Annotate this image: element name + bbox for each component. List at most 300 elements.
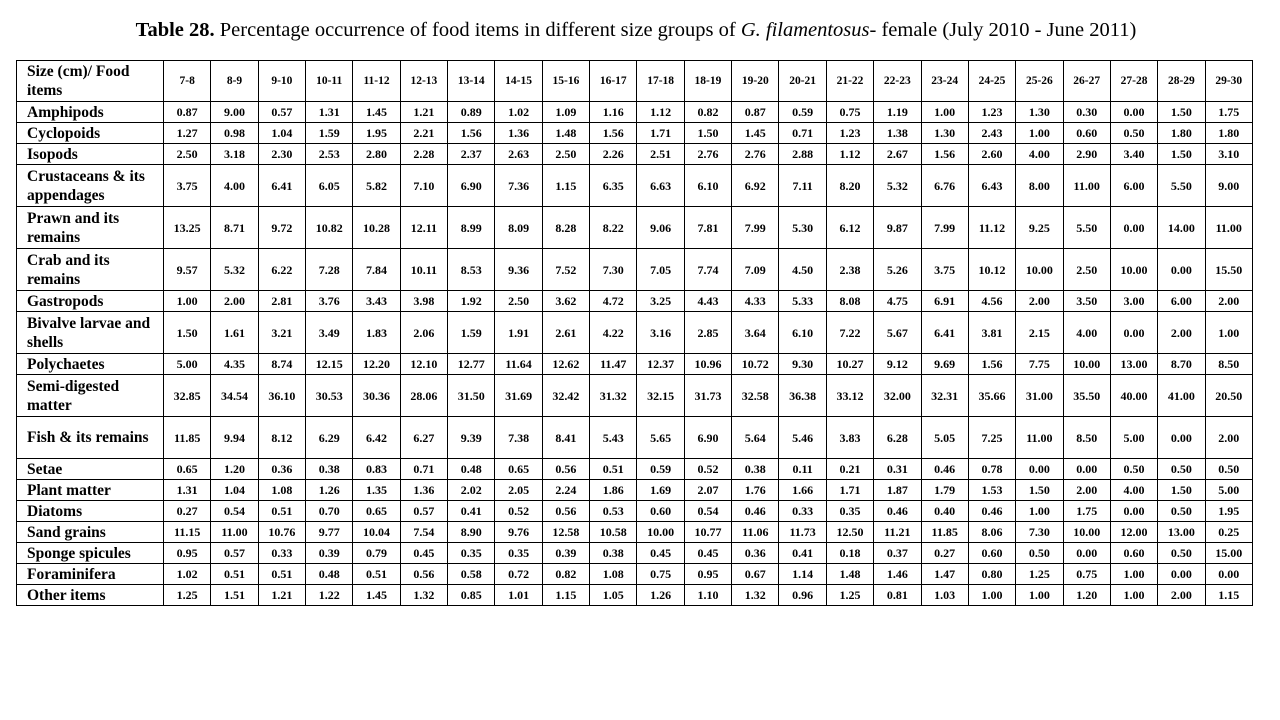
value-cell: 7.74 <box>684 249 731 291</box>
value-cell: 1.79 <box>921 480 968 501</box>
value-cell: 0.18 <box>826 543 873 564</box>
value-cell: 12.11 <box>400 207 447 249</box>
value-cell: 5.00 <box>164 354 211 375</box>
value-cell: 8.20 <box>826 165 873 207</box>
value-cell: 5.32 <box>211 249 258 291</box>
value-cell: 7.30 <box>1016 522 1063 543</box>
value-cell: 7.09 <box>732 249 779 291</box>
food-item-label: Isopods <box>17 144 164 165</box>
value-cell: 0.65 <box>164 459 211 480</box>
value-cell: 1.27 <box>164 123 211 144</box>
value-cell: 0.40 <box>921 501 968 522</box>
value-cell: 2.88 <box>779 144 826 165</box>
value-cell: 6.10 <box>684 165 731 207</box>
value-cell: 2.00 <box>1205 417 1252 459</box>
value-cell: 1.00 <box>1110 564 1157 585</box>
value-cell: 8.28 <box>542 207 589 249</box>
size-group-header: 10-11 <box>306 61 353 102</box>
value-cell: 0.45 <box>400 543 447 564</box>
food-item-label: Semi-digested matter <box>17 375 164 417</box>
value-cell: 13.25 <box>164 207 211 249</box>
table-row <box>17 585 1253 606</box>
value-cell: 1.03 <box>921 585 968 606</box>
value-cell: 2.05 <box>495 480 542 501</box>
value-cell: 7.54 <box>400 522 447 543</box>
value-cell: 0.56 <box>542 501 589 522</box>
food-item-label: Fish & its remains <box>17 417 164 459</box>
value-cell: 3.83 <box>826 417 873 459</box>
value-cell: 11.47 <box>590 354 637 375</box>
value-cell: 1.50 <box>1158 102 1205 123</box>
value-cell: 5.33 <box>779 291 826 312</box>
value-cell: 9.69 <box>921 354 968 375</box>
value-cell: 1.45 <box>732 123 779 144</box>
value-cell: 1.22 <box>306 585 353 606</box>
value-cell: 7.99 <box>732 207 779 249</box>
value-cell: 0.38 <box>732 459 779 480</box>
value-cell: 0.60 <box>1063 123 1110 144</box>
value-cell: 0.50 <box>1158 459 1205 480</box>
value-cell: 1.38 <box>874 123 921 144</box>
value-cell: 8.09 <box>495 207 542 249</box>
value-cell: 10.96 <box>684 354 731 375</box>
value-cell: 1.15 <box>542 585 589 606</box>
value-cell: 0.45 <box>637 543 684 564</box>
value-cell: 3.75 <box>164 165 211 207</box>
value-cell: 1.80 <box>1158 123 1205 144</box>
value-cell: 1.25 <box>1016 564 1063 585</box>
value-cell: 2.63 <box>495 144 542 165</box>
value-cell: 1.26 <box>306 480 353 501</box>
value-cell: 1.01 <box>495 585 542 606</box>
value-cell: 5.46 <box>779 417 826 459</box>
value-cell: 6.00 <box>1158 291 1205 312</box>
table-row <box>17 312 1253 354</box>
value-cell: 8.50 <box>1063 417 1110 459</box>
food-item-label: Foraminifera <box>17 564 164 585</box>
size-group-header: 25-26 <box>1016 61 1063 102</box>
value-cell: 0.82 <box>684 102 731 123</box>
table-row <box>17 144 1253 165</box>
value-cell: 3.76 <box>306 291 353 312</box>
value-cell: 0.00 <box>1063 459 1110 480</box>
value-cell: 0.89 <box>448 102 495 123</box>
value-cell: 0.00 <box>1158 564 1205 585</box>
value-cell: 35.50 <box>1063 375 1110 417</box>
value-cell: 0.87 <box>732 102 779 123</box>
value-cell: 1.04 <box>211 480 258 501</box>
value-cell: 0.58 <box>448 564 495 585</box>
value-cell: 1.46 <box>874 564 921 585</box>
value-cell: 1.91 <box>495 312 542 354</box>
value-cell: 1.23 <box>968 102 1015 123</box>
value-cell: 10.11 <box>400 249 447 291</box>
value-cell: 7.99 <box>921 207 968 249</box>
value-cell: 0.56 <box>400 564 447 585</box>
value-cell: 3.98 <box>400 291 447 312</box>
value-cell: 7.10 <box>400 165 447 207</box>
value-cell: 30.53 <box>306 375 353 417</box>
value-cell: 2.00 <box>1158 585 1205 606</box>
value-cell: 0.11 <box>779 459 826 480</box>
value-cell: 1.00 <box>921 102 968 123</box>
value-cell: 5.50 <box>1063 207 1110 249</box>
value-cell: 1.00 <box>968 585 1015 606</box>
value-cell: 1.87 <box>874 480 921 501</box>
value-cell: 2.53 <box>306 144 353 165</box>
value-cell: 4.43 <box>684 291 731 312</box>
value-cell: 0.52 <box>684 459 731 480</box>
value-cell: 3.00 <box>1110 291 1157 312</box>
value-cell: 0.70 <box>306 501 353 522</box>
value-cell: 2.51 <box>637 144 684 165</box>
value-cell: 0.21 <box>826 459 873 480</box>
value-cell: 11.21 <box>874 522 921 543</box>
value-cell: 31.32 <box>590 375 637 417</box>
value-cell: 1.50 <box>164 312 211 354</box>
value-cell: 0.95 <box>684 564 731 585</box>
value-cell: 11.00 <box>1205 207 1252 249</box>
food-item-label: Crustaceans & its appendages <box>17 165 164 207</box>
table-row <box>17 123 1253 144</box>
value-cell: 12.50 <box>826 522 873 543</box>
value-cell: 4.33 <box>732 291 779 312</box>
value-cell: 10.00 <box>1063 522 1110 543</box>
value-cell: 2.90 <box>1063 144 1110 165</box>
value-cell: 3.62 <box>542 291 589 312</box>
value-cell: 8.99 <box>448 207 495 249</box>
value-cell: 1.95 <box>353 123 400 144</box>
value-cell: 0.35 <box>826 501 873 522</box>
value-cell: 3.18 <box>211 144 258 165</box>
value-cell: 2.15 <box>1016 312 1063 354</box>
value-cell: 8.90 <box>448 522 495 543</box>
food-item-label: Cyclopoids <box>17 123 164 144</box>
value-cell: 1.53 <box>968 480 1015 501</box>
food-item-label: Sponge spicules <box>17 543 164 564</box>
value-cell: 5.00 <box>1205 480 1252 501</box>
value-cell: 0.59 <box>637 459 684 480</box>
value-cell: 32.15 <box>637 375 684 417</box>
value-cell: 6.10 <box>779 312 826 354</box>
caption-text: Percentage occurrence of food items in different size groups of <box>214 19 741 41</box>
value-cell: 1.50 <box>1158 480 1205 501</box>
value-cell: 0.36 <box>732 543 779 564</box>
value-cell: 7.30 <box>590 249 637 291</box>
value-cell: 4.22 <box>590 312 637 354</box>
value-cell: 2.30 <box>258 144 305 165</box>
value-cell: 0.31 <box>874 459 921 480</box>
value-cell: 3.16 <box>637 312 684 354</box>
value-cell: 9.25 <box>1016 207 1063 249</box>
value-cell: 6.90 <box>684 417 731 459</box>
value-cell: 12.10 <box>400 354 447 375</box>
value-cell: 1.61 <box>211 312 258 354</box>
value-cell: 3.21 <box>258 312 305 354</box>
caption-text-end: - female (July 2010 - June 2011) <box>869 19 1137 41</box>
value-cell: 12.20 <box>353 354 400 375</box>
value-cell: 5.30 <box>779 207 826 249</box>
value-cell: 1.47 <box>921 564 968 585</box>
value-cell: 0.85 <box>448 585 495 606</box>
size-group-header: 13-14 <box>448 61 495 102</box>
table-caption <box>0 19 1272 42</box>
value-cell: 2.21 <box>400 123 447 144</box>
value-cell: 0.52 <box>495 501 542 522</box>
value-cell: 3.40 <box>1110 144 1157 165</box>
value-cell: 0.71 <box>400 459 447 480</box>
value-cell: 4.72 <box>590 291 637 312</box>
value-cell: 0.96 <box>779 585 826 606</box>
value-cell: 40.00 <box>1110 375 1157 417</box>
value-cell: 1.19 <box>874 102 921 123</box>
value-cell: 1.21 <box>258 585 305 606</box>
value-cell: 12.37 <box>637 354 684 375</box>
size-group-header: 7-8 <box>164 61 211 102</box>
value-cell: 9.00 <box>211 102 258 123</box>
value-cell: 2.43 <box>968 123 1015 144</box>
value-cell: 36.38 <box>779 375 826 417</box>
value-cell: 11.85 <box>921 522 968 543</box>
value-cell: 7.84 <box>353 249 400 291</box>
value-cell: 2.24 <box>542 480 589 501</box>
value-cell: 2.02 <box>448 480 495 501</box>
value-cell: 0.41 <box>448 501 495 522</box>
value-cell: 2.07 <box>684 480 731 501</box>
value-cell: 0.33 <box>258 543 305 564</box>
value-cell: 0.48 <box>306 564 353 585</box>
value-cell: 9.00 <box>1205 165 1252 207</box>
value-cell: 0.48 <box>448 459 495 480</box>
value-cell: 31.73 <box>684 375 731 417</box>
size-group-header: 16-17 <box>590 61 637 102</box>
value-cell: 0.00 <box>1205 564 1252 585</box>
value-cell: 9.57 <box>164 249 211 291</box>
value-cell: 3.49 <box>306 312 353 354</box>
value-cell: 10.77 <box>684 522 731 543</box>
value-cell: 31.50 <box>448 375 495 417</box>
value-cell: 35.66 <box>968 375 1015 417</box>
value-cell: 0.27 <box>921 543 968 564</box>
value-cell: 11.15 <box>164 522 211 543</box>
size-group-header: 9-10 <box>258 61 305 102</box>
value-cell: 3.25 <box>637 291 684 312</box>
value-cell: 7.28 <box>306 249 353 291</box>
value-cell: 1.32 <box>400 585 447 606</box>
value-cell: 1.66 <box>779 480 826 501</box>
food-item-label: Amphipods <box>17 102 164 123</box>
value-cell: 1.21 <box>400 102 447 123</box>
value-cell: 8.53 <box>448 249 495 291</box>
value-cell: 10.00 <box>1016 249 1063 291</box>
value-cell: 10.27 <box>826 354 873 375</box>
size-group-header: 21-22 <box>826 61 873 102</box>
size-group-header: 24-25 <box>968 61 1015 102</box>
value-cell: 0.75 <box>1063 564 1110 585</box>
size-group-header: 14-15 <box>495 61 542 102</box>
value-cell: 2.00 <box>1205 291 1252 312</box>
value-cell: 1.86 <box>590 480 637 501</box>
value-cell: 4.56 <box>968 291 1015 312</box>
value-cell: 3.50 <box>1063 291 1110 312</box>
value-cell: 1.50 <box>1016 480 1063 501</box>
value-cell: 1.76 <box>732 480 779 501</box>
value-cell: 10.12 <box>968 249 1015 291</box>
value-cell: 2.50 <box>1063 249 1110 291</box>
value-cell: 7.05 <box>637 249 684 291</box>
value-cell: 1.69 <box>637 480 684 501</box>
value-cell: 8.74 <box>258 354 305 375</box>
value-cell: 0.83 <box>353 459 400 480</box>
value-cell: 5.00 <box>1110 417 1157 459</box>
value-cell: 9.77 <box>306 522 353 543</box>
value-cell: 15.50 <box>1205 249 1252 291</box>
value-cell: 0.46 <box>968 501 1015 522</box>
value-cell: 8.70 <box>1158 354 1205 375</box>
value-cell: 1.45 <box>353 585 400 606</box>
value-cell: 11.00 <box>1063 165 1110 207</box>
value-cell: 0.46 <box>921 459 968 480</box>
size-group-header: 20-21 <box>779 61 826 102</box>
value-cell: 0.45 <box>684 543 731 564</box>
value-cell: 1.12 <box>637 102 684 123</box>
value-cell: 5.82 <box>353 165 400 207</box>
value-cell: 6.42 <box>353 417 400 459</box>
size-group-header: 12-13 <box>400 61 447 102</box>
value-cell: 1.25 <box>164 585 211 606</box>
value-cell: 0.46 <box>732 501 779 522</box>
value-cell: 0.51 <box>258 564 305 585</box>
value-cell: 0.00 <box>1016 459 1063 480</box>
value-cell: 1.75 <box>1063 501 1110 522</box>
value-cell: 1.05 <box>590 585 637 606</box>
food-item-label: Crab and its remains <box>17 249 164 291</box>
value-cell: 0.82 <box>542 564 589 585</box>
value-cell: 0.39 <box>542 543 589 564</box>
value-cell: 8.22 <box>590 207 637 249</box>
value-cell: 1.56 <box>448 123 495 144</box>
value-cell: 6.05 <box>306 165 353 207</box>
value-cell: 32.31 <box>921 375 968 417</box>
value-cell: 0.57 <box>211 543 258 564</box>
value-cell: 6.27 <box>400 417 447 459</box>
food-item-label: Prawn and its remains <box>17 207 164 249</box>
value-cell: 3.75 <box>921 249 968 291</box>
value-cell: 0.33 <box>779 501 826 522</box>
value-cell: 0.60 <box>637 501 684 522</box>
table-row <box>17 165 1253 207</box>
value-cell: 1.02 <box>495 102 542 123</box>
value-cell: 1.00 <box>1016 585 1063 606</box>
value-cell: 9.94 <box>211 417 258 459</box>
value-cell: 11.85 <box>164 417 211 459</box>
value-cell: 0.60 <box>1110 543 1157 564</box>
value-cell: 1.31 <box>164 480 211 501</box>
value-cell: 6.22 <box>258 249 305 291</box>
value-cell: 1.00 <box>1016 501 1063 522</box>
value-cell: 6.63 <box>637 165 684 207</box>
value-cell: 10.04 <box>353 522 400 543</box>
value-cell: 9.72 <box>258 207 305 249</box>
value-cell: 5.05 <box>921 417 968 459</box>
value-cell: 1.30 <box>921 123 968 144</box>
value-cell: 10.82 <box>306 207 353 249</box>
value-cell: 1.32 <box>732 585 779 606</box>
value-cell: 0.87 <box>164 102 211 123</box>
value-cell: 1.35 <box>353 480 400 501</box>
value-cell: 0.80 <box>968 564 1015 585</box>
table-row <box>17 522 1253 543</box>
value-cell: 4.50 <box>779 249 826 291</box>
value-cell: 1.50 <box>1158 144 1205 165</box>
value-cell: 15.00 <box>1205 543 1252 564</box>
value-cell: 32.85 <box>164 375 211 417</box>
value-cell: 0.38 <box>306 459 353 480</box>
value-cell: 0.71 <box>779 123 826 144</box>
value-cell: 0.00 <box>1110 501 1157 522</box>
value-cell: 1.20 <box>1063 585 1110 606</box>
value-cell: 0.98 <box>211 123 258 144</box>
value-cell: 0.54 <box>211 501 258 522</box>
value-cell: 7.25 <box>968 417 1015 459</box>
value-cell: 2.81 <box>258 291 305 312</box>
value-cell: 8.08 <box>826 291 873 312</box>
value-cell: 4.75 <box>874 291 921 312</box>
value-cell: 5.50 <box>1158 165 1205 207</box>
value-cell: 12.15 <box>306 354 353 375</box>
size-group-header: 29-30 <box>1205 61 1252 102</box>
value-cell: 8.71 <box>211 207 258 249</box>
value-cell: 0.50 <box>1205 459 1252 480</box>
value-cell: 0.30 <box>1063 102 1110 123</box>
value-cell: 0.75 <box>826 102 873 123</box>
value-cell: 8.12 <box>258 417 305 459</box>
value-cell: 7.75 <box>1016 354 1063 375</box>
value-cell: 1.59 <box>306 123 353 144</box>
value-cell: 7.22 <box>826 312 873 354</box>
size-group-header: 18-19 <box>684 61 731 102</box>
food-items-table <box>16 60 1253 606</box>
food-item-label: Polychaetes <box>17 354 164 375</box>
value-cell: 32.58 <box>732 375 779 417</box>
food-item-label: Plant matter <box>17 480 164 501</box>
value-cell: 0.50 <box>1110 123 1157 144</box>
value-cell: 1.02 <box>164 564 211 585</box>
table-row <box>17 564 1253 585</box>
value-cell: 1.20 <box>211 459 258 480</box>
value-cell: 10.76 <box>258 522 305 543</box>
value-cell: 2.37 <box>448 144 495 165</box>
value-cell: 0.00 <box>1158 417 1205 459</box>
value-cell: 5.32 <box>874 165 921 207</box>
value-cell: 2.61 <box>542 312 589 354</box>
value-cell: 31.69 <box>495 375 542 417</box>
size-group-header: 28-29 <box>1158 61 1205 102</box>
value-cell: 6.29 <box>306 417 353 459</box>
size-group-header: 26-27 <box>1063 61 1110 102</box>
food-item-label: Gastropods <box>17 291 164 312</box>
value-cell: 11.06 <box>732 522 779 543</box>
value-cell: 11.00 <box>211 522 258 543</box>
value-cell: 0.51 <box>211 564 258 585</box>
value-cell: 2.76 <box>732 144 779 165</box>
value-cell: 0.51 <box>590 459 637 480</box>
value-cell: 1.08 <box>258 480 305 501</box>
value-cell: 1.36 <box>495 123 542 144</box>
value-cell: 8.50 <box>1205 354 1252 375</box>
value-cell: 10.58 <box>590 522 637 543</box>
value-cell: 0.00 <box>1063 543 1110 564</box>
